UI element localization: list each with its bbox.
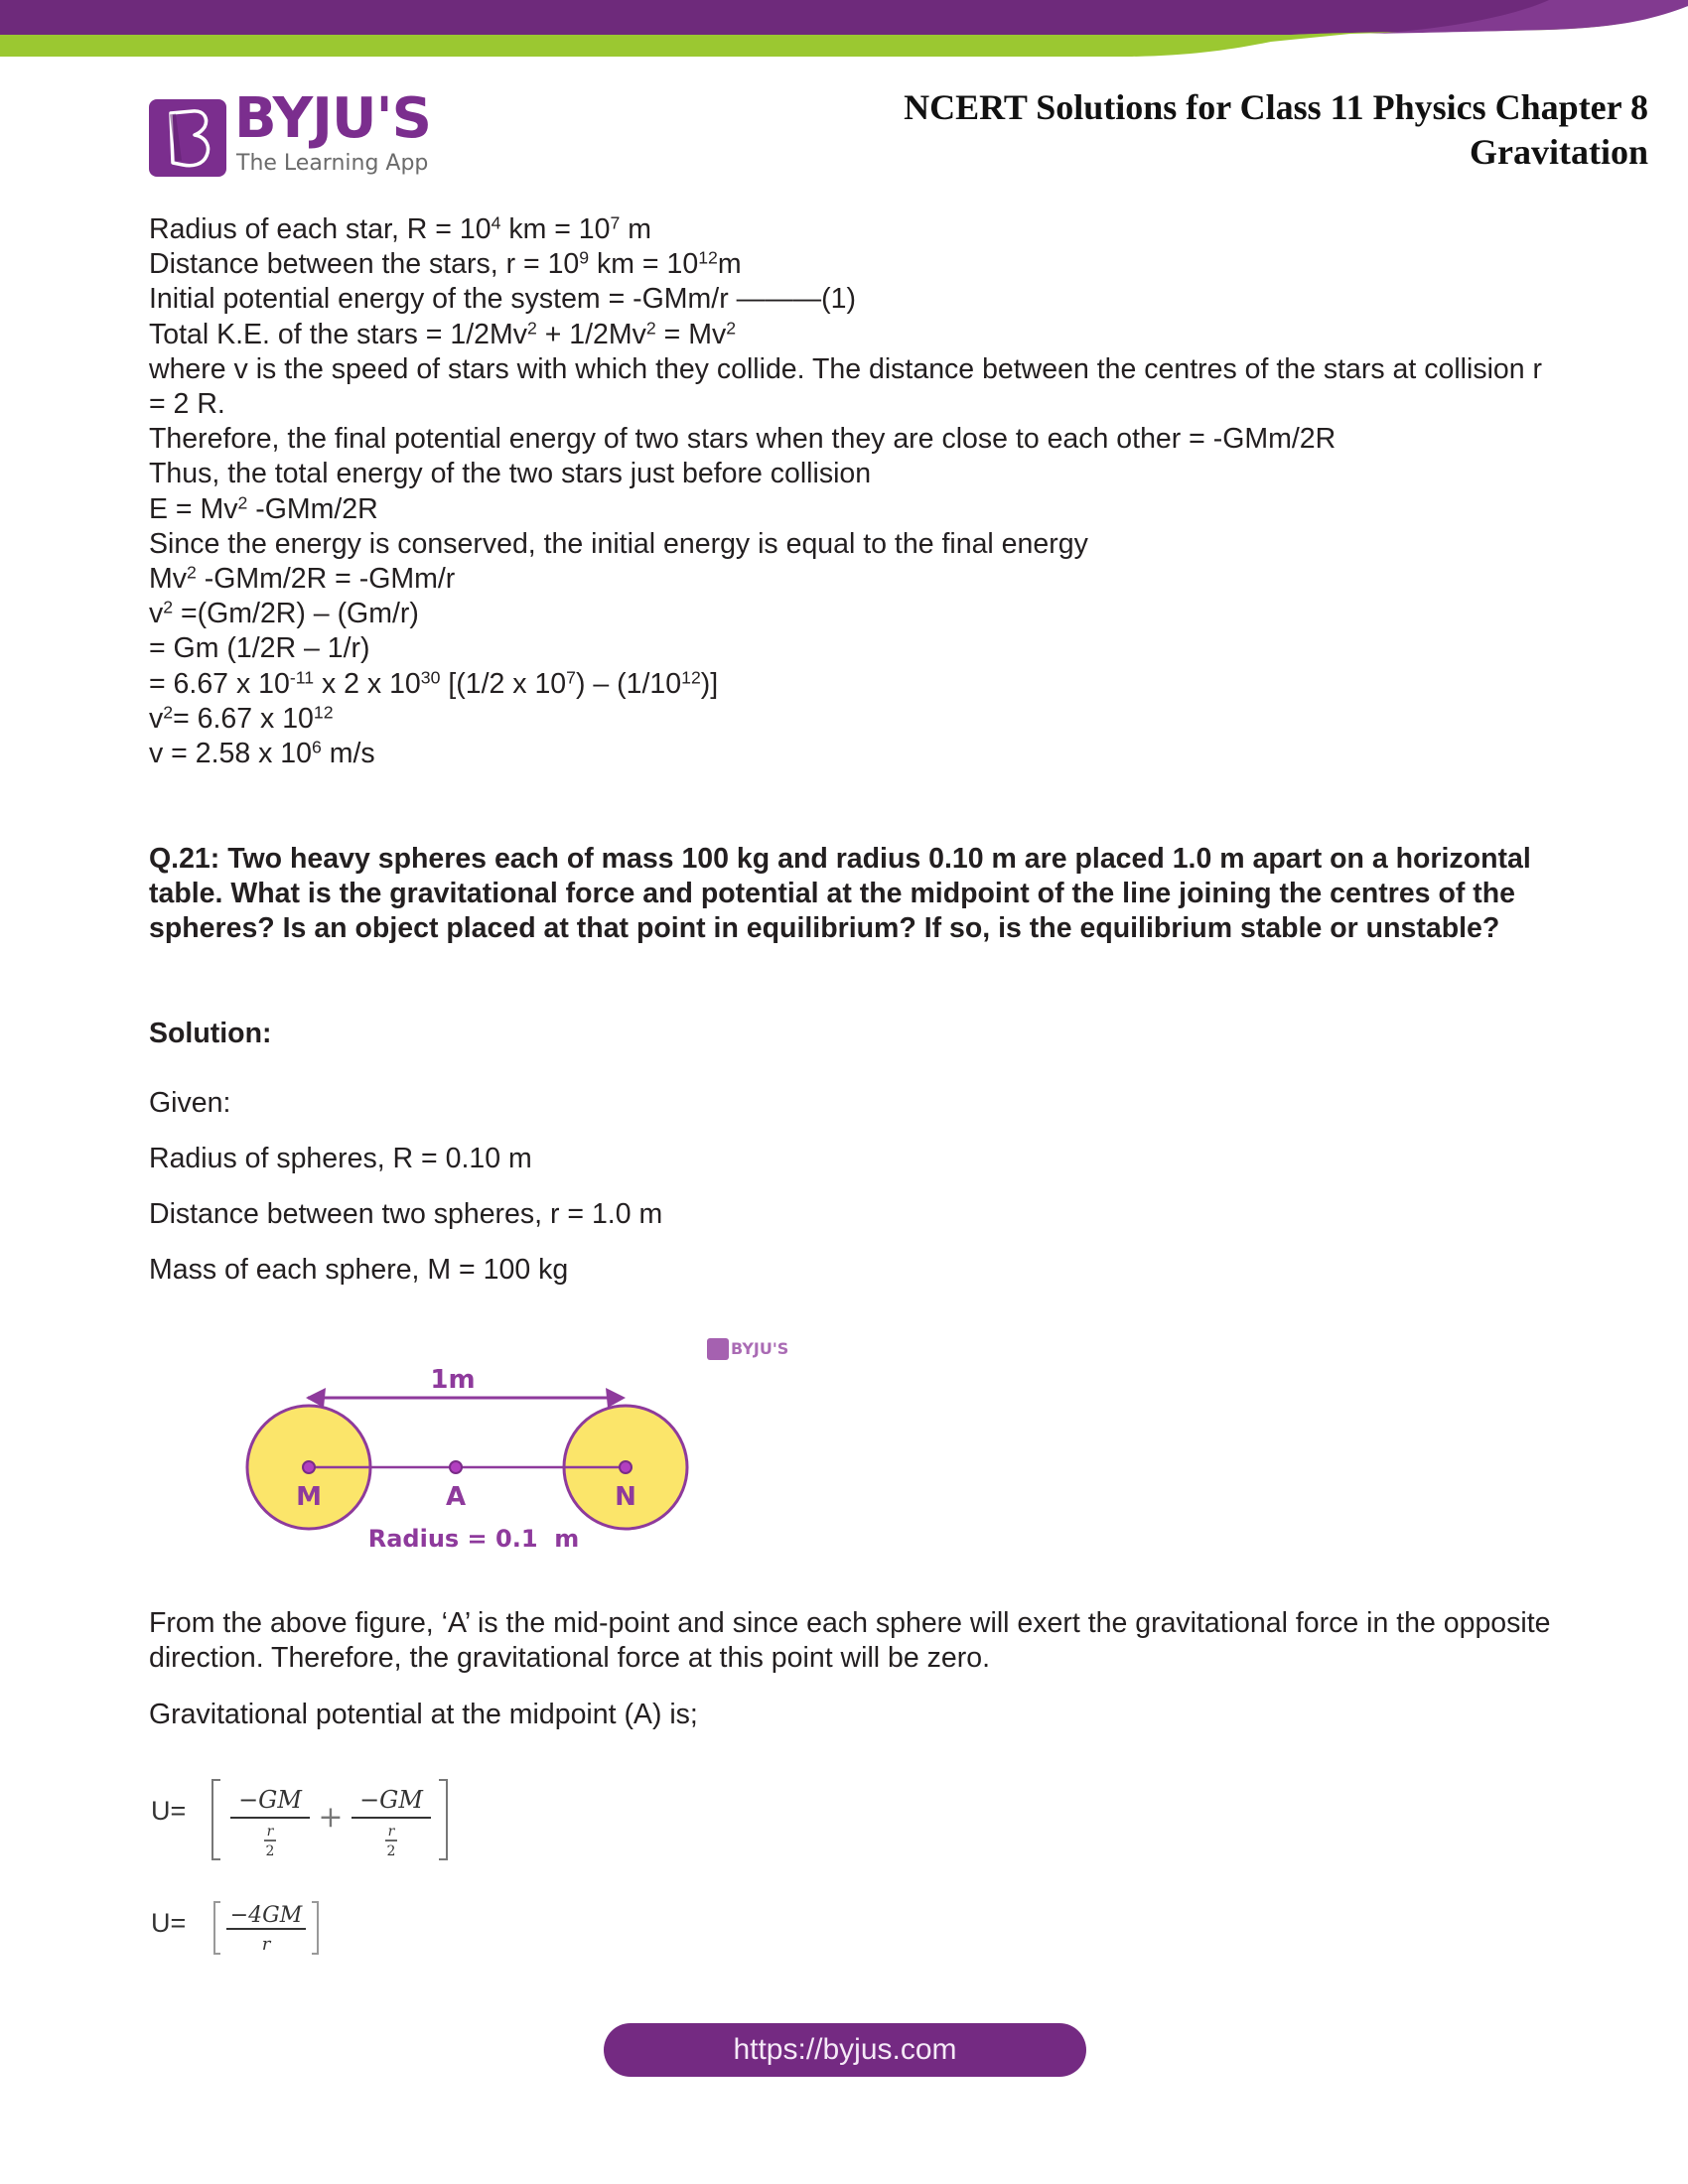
solution-line: Thus, the total energy of the two stars just before collision	[149, 458, 872, 490]
solution-line: Since the energy is conserved, the initial energy is equal to the final energy	[149, 527, 1088, 560]
solution-line: $v^2= 6.67$ x $10^{12}$	[149, 702, 334, 735]
svg-text:+: +	[318, 1800, 344, 1835]
watermark-logo	[707, 1338, 788, 1360]
question-number: Q.21:	[149, 843, 220, 875]
given-distance: Distance between two spheres, r = 1.0 m	[149, 1198, 663, 1230]
superscript: 2	[526, 317, 537, 338]
superscript: 2	[726, 317, 737, 338]
superscript: 2	[187, 562, 197, 583]
svg-text:−4GM: −4GM	[229, 1903, 303, 1928]
brand-tagline: The Learning App	[236, 151, 429, 176]
solution-heading: Solution:	[149, 1018, 272, 1049]
spheres-diagram	[228, 1320, 824, 1578]
superscript: 7	[610, 212, 621, 233]
document-title	[904, 85, 1648, 175]
solution-line: = Gm (1/2R – 1/r)	[149, 632, 370, 665]
solution-line: $v^2 =(Gm/2R) - (Gm/r)$	[149, 597, 419, 630]
superscript: 2	[163, 597, 174, 617]
label-a: A	[445, 1482, 467, 1512]
solution-line: v = 2.58 x $10^6$ m/s	[149, 737, 375, 770]
superscript: 9	[579, 247, 590, 268]
previous-solution-text	[149, 212, 1559, 771]
solution-line: Distance between the stars, $r = 10^9$ km = $10^{12}m$	[149, 247, 742, 281]
question-21	[149, 842, 1559, 947]
svg-text:−GM: −GM	[359, 1786, 423, 1814]
solution-line: Mv$^2$ -GMm/2R = -GMm/r	[149, 562, 456, 596]
given-label: Given:	[149, 1087, 231, 1119]
given-section	[149, 1086, 662, 1308]
svg-text:2: 2	[265, 1843, 275, 1859]
superscript: 2	[237, 491, 248, 512]
explanation-text: From the above figure, ‘A’ is the mid-point and since each sphere will exert the gravitational force in the opposite direction. Therefore, the gravitational force at this point will be zero.	[149, 1607, 1551, 1675]
logo-b-icon	[149, 99, 226, 177]
superscript: 6	[312, 737, 322, 757]
svg-text:r: r	[387, 1824, 395, 1840]
given-mass: Mass of each sphere, M = 100 kg	[149, 1254, 569, 1286]
svg-text:r: r	[261, 1934, 271, 1955]
svg-text:r: r	[266, 1824, 274, 1840]
superscript: 30	[420, 666, 441, 687]
solution-line: Initial potential energy of the system = -GMm/r ———(1)	[149, 283, 856, 316]
label-m: M	[296, 1482, 322, 1512]
byjus-logo	[149, 86, 437, 181]
superscript: -11	[289, 666, 315, 687]
distance-label: 1m	[430, 1365, 476, 1395]
header-band	[0, 0, 1688, 69]
radius-label: Radius = 0.1 m	[367, 1525, 580, 1553]
solution-line: Total K.E. of the stars = $1/2Mv^2 + 1/2Mv^2 = Mv^2$	[149, 317, 737, 350]
superscript: 12	[313, 702, 334, 723]
potential-intro: Gravitational potential at the midpoint (A) is;	[149, 1699, 698, 1730]
solution-line: Radius of each star, $R = 10^4$ km = $10^7$ m	[149, 212, 651, 245]
brand-name: BYJU'S	[234, 86, 431, 151]
equation-lhs: U=	[151, 1908, 187, 1938]
svg-text:−GM: −GM	[238, 1786, 302, 1814]
solution-line: = 6.67 x $10^{-11}$ x 2 x $10^{30}$ [(1/2 x $10^7) - (1/10^{12})$]	[149, 666, 719, 700]
footer-url-link[interactable]: https://byjus.com	[604, 2023, 1086, 2077]
title-line-2: Gravitation	[1470, 132, 1648, 172]
svg-text:2: 2	[386, 1843, 396, 1859]
svg-text:BYJU'S: BYJU'S	[731, 1339, 789, 1358]
superscript: 12	[698, 247, 718, 268]
solution-line: Therefore, the final potential energy of two stars when they are close to each other = -GMm/2R	[149, 423, 1336, 456]
label-n: N	[615, 1482, 636, 1512]
superscript: 2	[163, 702, 174, 723]
question-text: Two heavy spheres each of mass 100 kg and radius 0.10 m are placed 1.0 m apart on a horizontal table. What is the gravitational force and potential at the midpoint of the line joining the centres of the spheres? Is an object placed at that point in equilibrium? If so, is the equilibrium stable or unstable?	[149, 843, 1531, 945]
superscript: 4	[491, 212, 501, 233]
superscript: 7	[566, 666, 576, 687]
superscript: 12	[681, 666, 701, 687]
equation-lhs: U=	[151, 1796, 187, 1826]
solution-line: where v is the speed of stars with which they collide. The distance between the centres of the stars at collision r = 2 R.	[149, 352, 1543, 421]
superscript: 2	[645, 317, 656, 338]
title-line-1: NCERT Solutions for Class 11 Physics Chapter 8	[904, 87, 1648, 127]
given-radius: Radius of spheres, R = 0.10 m	[149, 1143, 532, 1174]
solution-line: $E = Mv^2$ -GMm/2R	[149, 491, 378, 525]
